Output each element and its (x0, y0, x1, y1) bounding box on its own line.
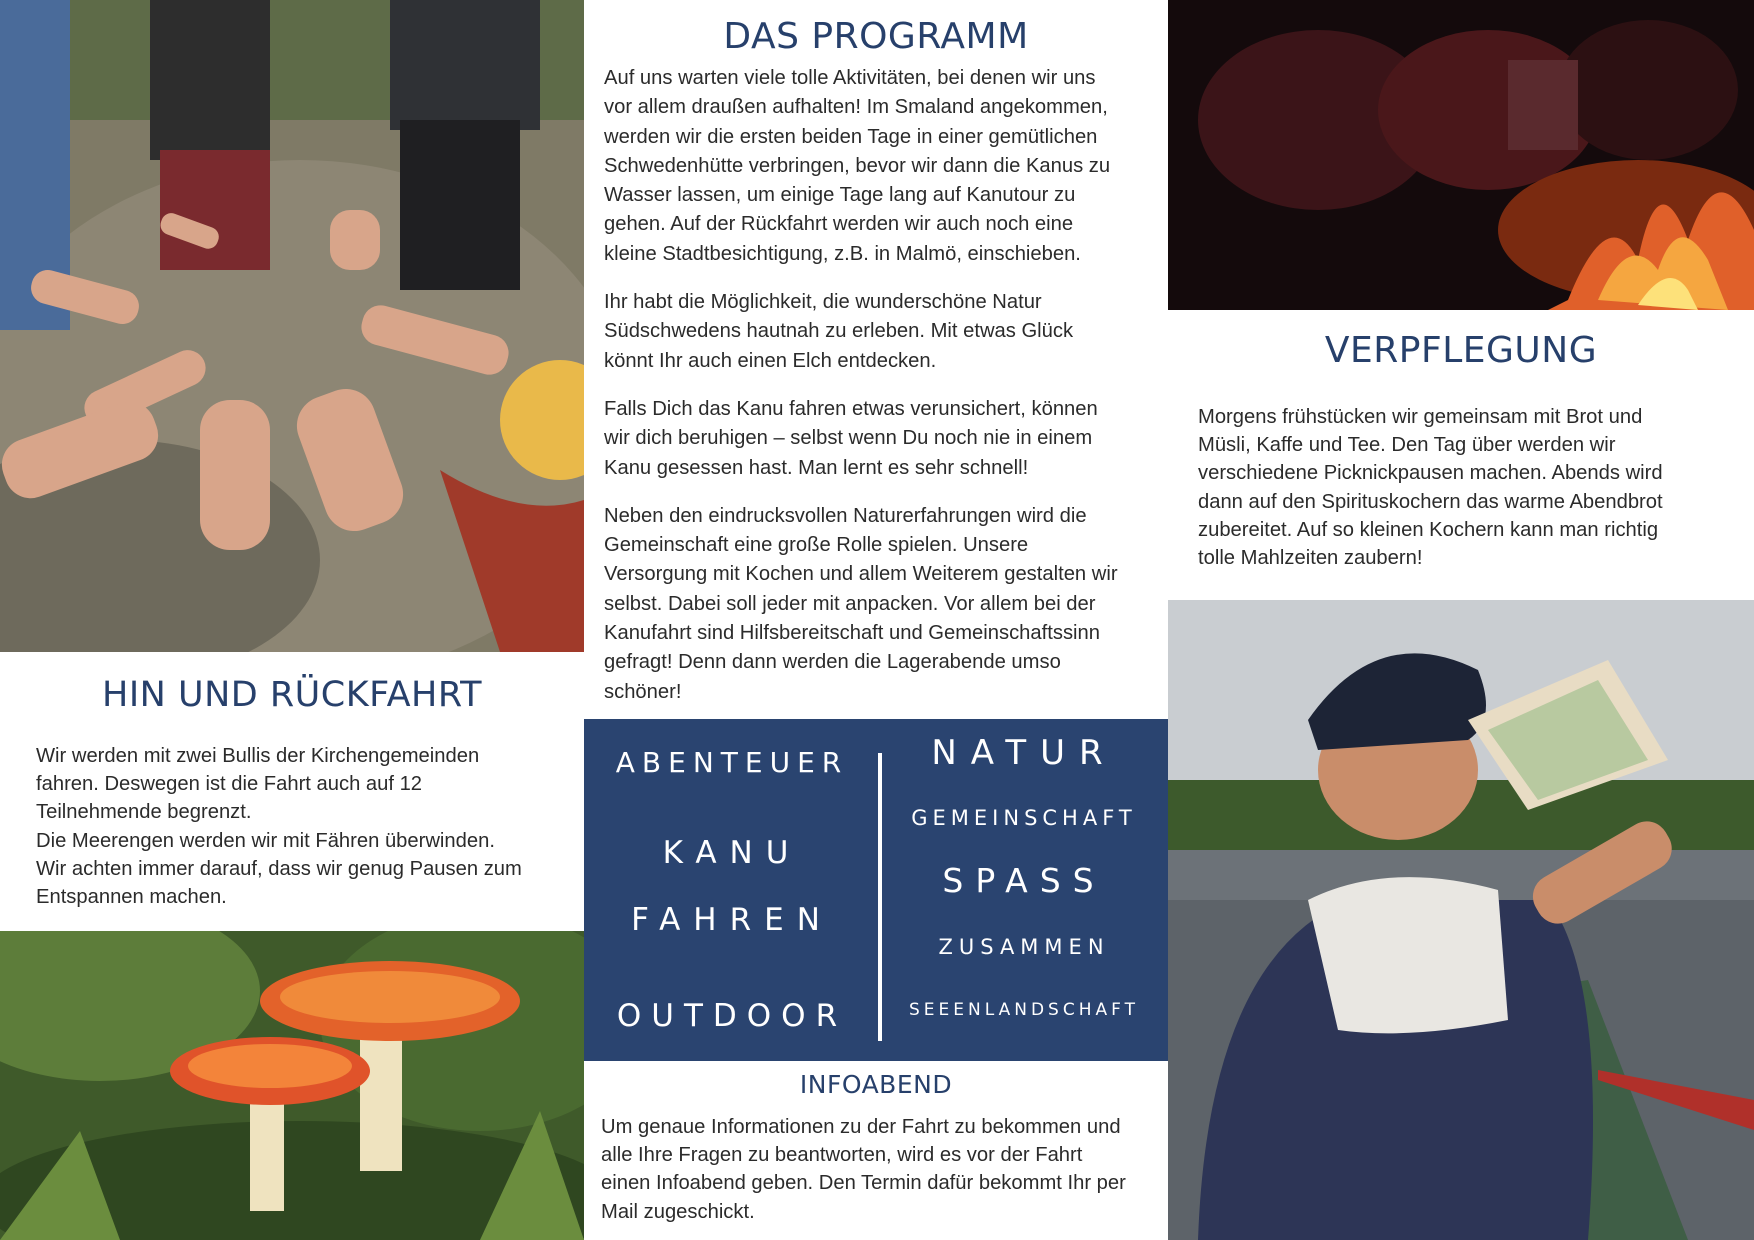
keyword-kanu: KANU (662, 835, 802, 871)
photo-mushrooms (0, 931, 584, 1240)
photo-campfire (1168, 0, 1754, 310)
fahrt-text: Wir werden mit zwei Bullis der Kirchengemeinden fahren. Deswegen ist die Fahrt auch auf 12 Teilnehmende begrenzt. Die Meerengen werden wir mit Fähren überwinden. Wir achten immer darauf, dass wir genug Pausen zum Entspannen machen. (36, 745, 522, 909)
keyword-abenteuer: ABENTEUER (615, 746, 849, 779)
photo-canoe-map (1168, 600, 1754, 1240)
keyword-divider (878, 753, 882, 1041)
keyword-seeenlandschaft: SEEENLANDSCHAFT (909, 1000, 1139, 1020)
programm-paragraph-1: Auf uns warten viele tolle Aktivitäten, bei denen wir uns vor allem draußen aufhalten! Im Smaland angekommen, werden wir die ersten beiden Tage in einer gemütlichen Schwedenhütte verbringen, bevor wir dann die Kanus zu Wasser lassen, um einige Tage lang auf Kanutour zu gehen. Auf der Rückfahrt werden wir auch noch eine kleine Stadtbesichtigung, z.B. in Malmö, einschieben. (604, 67, 1111, 265)
programm-paragraph-3: Falls Dich das Kanu fahren etwas verunsichert, können wir dich beruhigen – selbst wenn Du noch nie in einem Kanu gesessen hast. Man lernt es sehr schnell! (604, 397, 1098, 479)
programm-heading: DAS PROGRAMM (723, 16, 1029, 57)
keyword-outdoor: OUTDOOR (616, 998, 848, 1034)
verpflegung-text: Morgens frühstücken wir gemeinsam mit Brot und Müsli, Kaffe und Tee. Den Tag über werden wir verschiedene Picknickpausen machen. Abends wird dann auf den Spirituskochern das warme Abendbrot zubereitet. Auf so kleinen Kochern kann man richtig tolle Mahlzeiten zaubern! (1198, 406, 1663, 570)
infoabend-heading: INFOABEND (799, 1070, 953, 1099)
photo-hands-circle (0, 0, 584, 652)
verpflegung-heading: VERPFLEGUNG (1324, 330, 1598, 371)
fahrt-heading: HIN UND RÜCKFAHRT (102, 675, 482, 715)
keyword-zusammen: ZUSAMMEN (938, 935, 1110, 959)
infoabend-text: Um genaue Informationen zu der Fahrt zu bekommen und alle Ihre Fragen zu beantworten, wird es vor der Fahrt einen Infoabend geben. Den Termin dafür bekommt Ihr per Mail zugeschickt. (601, 1116, 1126, 1223)
keyword-natur: NATUR (931, 733, 1117, 773)
keyword-fahren: FAHREN (631, 902, 833, 938)
keyword-spass: SPASS (942, 861, 1106, 900)
programm-text (604, 64, 1164, 726)
programm-paragraph-2: Ihr habt die Möglichkeit, die wunderschöne Natur Südschwedens hautnah zu erleben. Mit etwas Glück könnt Ihr auch einen Elch entdecken. (604, 291, 1074, 372)
keyword-gemeinschaft: GEMEINSCHAFT (911, 806, 1137, 830)
programm-paragraph-4: Neben den eindrucksvollen Naturerfahrungen wird die Gemeinschaft eine große Rolle spielen. Unsere Versorgung mit Kochen und allem Weiterem gestalten wir selbst. Dabei soll jeder mit anpacken. Vor allem bei der Kanufahrt sind Hilfsbereitschaft und Gemeinschaftssinn gefragt! Denn dann werden die Lagerabende umso schöner! (604, 504, 1118, 703)
